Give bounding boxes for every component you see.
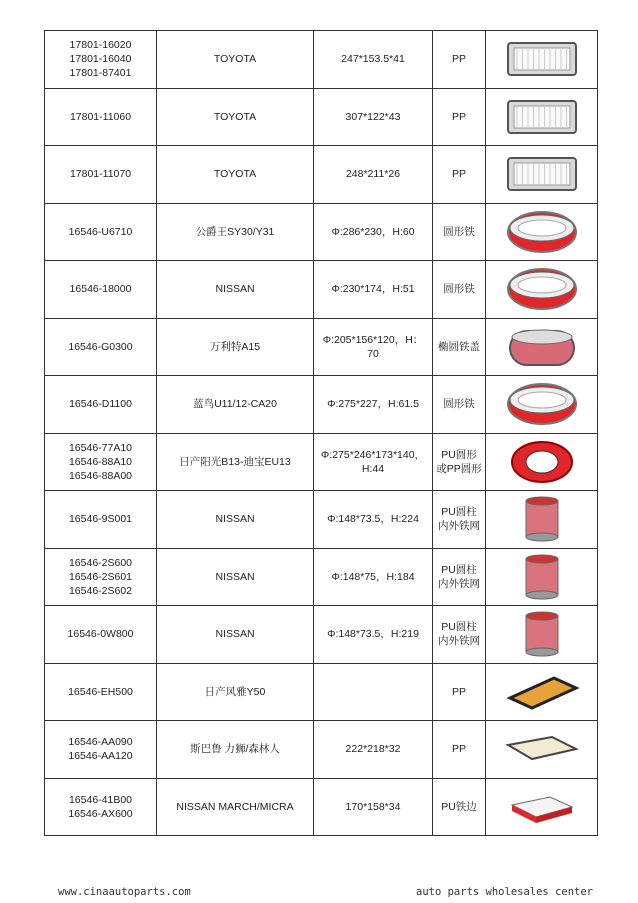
product-image-cell — [486, 261, 598, 319]
dimensions-cell: 247*153.5*41 — [314, 31, 433, 89]
dimensions-cell: 170*158*34 — [314, 778, 433, 836]
part-number-cell — [45, 606, 157, 664]
product-image-cell — [486, 778, 598, 836]
material-cell: PP — [433, 88, 486, 146]
material-cell: 圆形铁 — [433, 376, 486, 434]
material-cell: PP — [433, 146, 486, 204]
material-cell: 圆形铁 — [433, 261, 486, 319]
table-row — [45, 203, 598, 261]
material-cell: 椭圆铁盖 — [433, 318, 486, 376]
parts-table — [44, 30, 598, 836]
dimensions-cell: Φ:148*73.5，H:219 — [314, 606, 433, 664]
material-cell: PU铁边 — [433, 778, 486, 836]
dimensions-cell: Φ:275*246*173*140，H:44 — [314, 433, 433, 491]
round-pu-icon — [489, 438, 594, 486]
vehicle-model-cell: 公爵王SY30/Y31 — [157, 203, 314, 261]
part-number-cell — [45, 721, 157, 779]
vehicle-model-cell: 蓝鸟U11/12-CA20 — [157, 376, 314, 434]
part-number-cell — [45, 376, 157, 434]
vehicle-model-cell: NISSAN — [157, 261, 314, 319]
product-image-cell — [486, 31, 598, 89]
part-number: 16546-18000 — [69, 283, 132, 296]
product-image-cell — [486, 433, 598, 491]
material-cell: 圆形铁 — [433, 203, 486, 261]
table-row — [45, 376, 598, 434]
part-number: 17801-11070 — [69, 168, 132, 181]
vehicle-model-cell: TOYOTA — [157, 146, 314, 204]
part-number: 16546-G0300 — [68, 340, 133, 353]
product-image-cell — [486, 203, 598, 261]
part-number-cell — [45, 261, 157, 319]
vehicle-model-cell: 日产阳光B13-迪宝EU13 — [157, 433, 314, 491]
part-number: 16546-AA120 — [68, 750, 133, 763]
product-image-cell — [486, 606, 598, 664]
vehicle-model-cell: TOYOTA — [157, 88, 314, 146]
vehicle-model-cell: NISSAN MARCH/MICRA — [157, 778, 314, 836]
table-row — [45, 88, 598, 146]
table-row — [45, 31, 598, 89]
dimensions-cell: 248*211*26 — [314, 146, 433, 204]
part-number-cell — [45, 491, 157, 549]
vehicle-model-cell: 日产风雅Y50 — [157, 663, 314, 721]
table-row — [45, 778, 598, 836]
oval-icon — [489, 323, 594, 371]
part-number: 16546-AX600 — [68, 807, 133, 820]
table-row — [45, 606, 598, 664]
panel-icon — [489, 35, 594, 83]
panel-icon — [489, 150, 594, 198]
vehicle-model-cell: NISSAN — [157, 548, 314, 606]
part-number-cell — [45, 548, 157, 606]
product-image-cell — [486, 663, 598, 721]
product-image-cell — [486, 318, 598, 376]
material-cell: PP — [433, 31, 486, 89]
panel-orange-icon — [489, 668, 594, 716]
part-number: 16546-2S601 — [68, 570, 133, 583]
part-number: 16546-AA090 — [68, 736, 133, 749]
part-number-cell — [45, 146, 157, 204]
part-number-cell — [45, 778, 157, 836]
material-cell: PU圆形或PP圆形 — [433, 433, 486, 491]
dimensions-cell: Φ:148*75，H:184 — [314, 548, 433, 606]
round-icon — [489, 380, 594, 428]
table-row — [45, 663, 598, 721]
cylinder-icon — [489, 495, 594, 543]
material-cell: PP — [433, 721, 486, 779]
part-number: 16546-88A00 — [68, 469, 133, 482]
dimensions-cell: Φ:205*156*120，H：70 — [314, 318, 433, 376]
product-image-cell — [486, 146, 598, 204]
cylinder-icon — [489, 610, 594, 658]
vehicle-model-cell: 斯巴鲁 力狮/森林人 — [157, 721, 314, 779]
part-number: 16546-77A10 — [68, 441, 133, 454]
product-image-cell — [486, 376, 598, 434]
dimensions-cell — [314, 663, 433, 721]
part-number: 16546-88A10 — [68, 455, 133, 468]
table-row — [45, 318, 598, 376]
vehicle-model-cell: NISSAN — [157, 606, 314, 664]
part-number-cell — [45, 433, 157, 491]
part-number: 16546-41B00 — [68, 793, 133, 806]
table-row — [45, 491, 598, 549]
part-number-cell — [45, 88, 157, 146]
part-number-cell — [45, 663, 157, 721]
part-number: 17801-16040 — [69, 53, 132, 66]
part-number: 16546-U6710 — [68, 225, 133, 238]
part-number: 16546-D1100 — [69, 398, 132, 411]
dimensions-cell: 307*122*43 — [314, 88, 433, 146]
panel-cream-icon — [489, 725, 594, 773]
part-number-cell — [45, 31, 157, 89]
table-row — [45, 146, 598, 204]
product-image-cell — [486, 491, 598, 549]
dimensions-cell: Φ:230*174，H:51 — [314, 261, 433, 319]
table-row — [45, 548, 598, 606]
footer-website[interactable]: www.cinaautoparts.com — [58, 886, 191, 898]
part-number: 17801-16020 — [69, 39, 132, 52]
part-number-cell — [45, 318, 157, 376]
dimensions-cell: 222*218*32 — [314, 721, 433, 779]
table-row — [45, 721, 598, 779]
part-number: 16546-2S600 — [68, 556, 133, 569]
footer-tagline: auto parts wholesales center — [416, 886, 594, 898]
dimensions-cell: Φ:275*227，H:61.5 — [314, 376, 433, 434]
part-number: 17801-87401 — [69, 67, 132, 80]
table-row — [45, 433, 598, 491]
material-cell: PU圆柱内外铁网 — [433, 606, 486, 664]
part-number: 16546-9S001 — [68, 513, 133, 526]
part-number: 16546-2S602 — [68, 584, 133, 597]
vehicle-model-cell: 万利特A15 — [157, 318, 314, 376]
dimensions-cell: Φ:286*230，H:60 — [314, 203, 433, 261]
part-number: 16546-0W800 — [67, 628, 134, 641]
part-number: 16546-EH500 — [68, 685, 133, 698]
vehicle-model-cell: TOYOTA — [157, 31, 314, 89]
part-number-cell — [45, 203, 157, 261]
material-cell: PU圆柱内外铁网 — [433, 491, 486, 549]
vehicle-model-cell: NISSAN — [157, 491, 314, 549]
panel-icon — [489, 93, 594, 141]
material-cell: PP — [433, 663, 486, 721]
part-number: 17801-11060 — [69, 110, 132, 123]
table-row — [45, 261, 598, 319]
material-cell: PU圆柱内外铁网 — [433, 548, 486, 606]
dimensions-cell: Φ:148*73.5，H:224 — [314, 491, 433, 549]
panel-red-icon — [489, 783, 594, 831]
round-icon — [489, 265, 594, 313]
product-image-cell — [486, 88, 598, 146]
round-icon — [489, 208, 594, 256]
cylinder-icon — [489, 553, 594, 601]
product-image-cell — [486, 721, 598, 779]
product-image-cell — [486, 548, 598, 606]
